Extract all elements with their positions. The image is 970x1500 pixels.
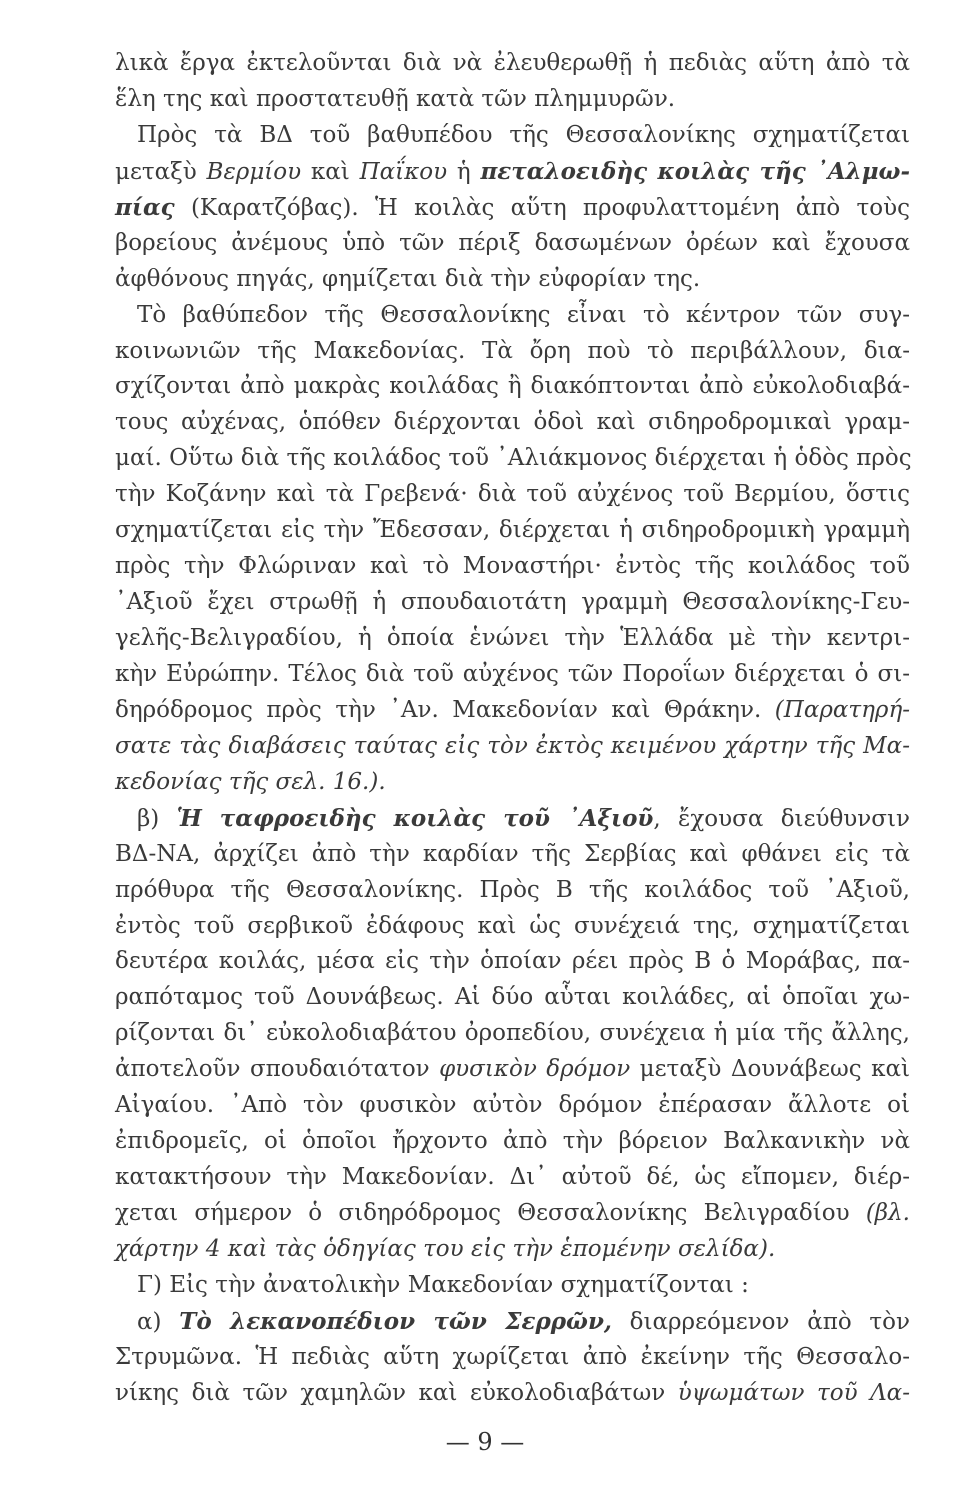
- text-run: ἐντὸς τοῦ σερβικοῦ ἐδάφους καὶ ὡς συνέχειά της, σχηματίζεται: [115, 912, 910, 939]
- text-line: [115, 909, 910, 945]
- bold-italic-text: πίας: [115, 193, 175, 221]
- page-body: [115, 46, 910, 1412]
- italic-text: (Παρατηρή-: [774, 696, 910, 723]
- text-line: [115, 298, 910, 334]
- text-line: [115, 405, 910, 441]
- text-run: διαρρεόμενον ἀπὸ τὸν: [611, 1308, 910, 1335]
- page-number: — 9 —: [445, 1428, 525, 1456]
- text-run: βορείους ἀνέμους ὑπὸ τῶν πέριξ δασωμένων ὀρέων καὶ ἔχουσα: [115, 229, 910, 256]
- text-line: [115, 1160, 910, 1196]
- text-line: [115, 693, 910, 729]
- text-run: κατακτήσουν τὴν Μακεδονίαν. Δι᾿ αὐτοῦ δέ, ὡς εἴπομεν, διέρ-: [115, 1164, 910, 1191]
- italic-text: Παΐκου: [359, 158, 448, 185]
- text-line: [115, 549, 910, 585]
- text-run: Τὸ βαθύπεδον τῆς Θεσσαλονίκης εἶναι τὸ κέντρον τῶν συγ-: [137, 301, 910, 328]
- text-line: [115, 873, 910, 909]
- text-line: [115, 1052, 910, 1088]
- text-run: α): [137, 1308, 180, 1335]
- text-line: [115, 1124, 910, 1160]
- bold-italic-text: Ἡ ταφροειδὴς κοιλὰς τοῦ ᾿Αξιοῦ: [176, 804, 654, 832]
- text-run: σχίζονται ἀπὸ μακρὰς κοιλάδας ἢ διακόπτονται ἀπὸ εὐκολοδιαβά-: [115, 373, 910, 400]
- bold-italic-text: Τὸ λεκανοπέδιον τῶν Σερρῶν,: [179, 1307, 612, 1335]
- text-run: ΒΔ-ΝΑ, ἀρχίζει ἀπὸ τὴν καρδίαν τῆς Σερβίας καὶ φθάνει εἰς τὰ: [115, 840, 910, 867]
- text-line: [115, 1196, 910, 1232]
- text-run: ρίζονται δι᾿ εὐκολοδιαβάτου ὀροπεδίου, συνέχεια ἡ μία τῆς ἄλλης,: [115, 1020, 910, 1047]
- bold-italic-text: πεταλοειδὴς κοιλὰς τῆς ᾿Αλμω-: [480, 157, 910, 185]
- text-line: [115, 334, 910, 370]
- text-line: [115, 1376, 910, 1412]
- text-run: δηρόδρομος πρὸς τὴν ᾿Αν. Μακεδονίαν καὶ Θράκην.: [115, 696, 775, 723]
- text-line: [115, 190, 910, 226]
- text-run: ἀφθόνους πηγάς, φημίζεται διὰ τὴν εὐφορίαν της.: [115, 265, 701, 292]
- text-line: [115, 46, 910, 82]
- text-run: ἐπιδρομεῖς, οἱ ὁποῖοι ἤρχοντο ἀπὸ τὴν βόρειον Βαλκανικὴν νὰ: [115, 1128, 910, 1155]
- text-run: Αἰγαίου. ᾿Απὸ τὸν φυσικὸν αὐτὸν δρόμον ἐπέρασαν ἄλλοτε οἱ: [115, 1092, 910, 1119]
- text-run: , ἔχουσα διεύθυνσιν: [653, 805, 910, 832]
- text-run: (Καρατζόβας). Ἡ κοιλὰς αὕτη προφυλαττομένη ἀπὸ τοὺς: [174, 194, 910, 221]
- italic-text: σατε τὰς διαβάσεις ταύτας εἰς τὸν ἐκτὸς κειμένου χάρτην τῆς Μα-: [115, 732, 910, 759]
- text-line: [115, 944, 910, 980]
- text-line: [115, 657, 910, 693]
- text-run: καὶ: [301, 158, 360, 185]
- text-run: λικὰ ἔργα ἐκτελοῦνται διὰ νὰ ἐλευθερωθῇ ἡ πεδιὰς αὕτη ἀπὸ τὰ: [115, 50, 910, 76]
- text-line: [115, 621, 910, 657]
- text-line: [115, 1088, 910, 1124]
- text-run: μεταξὺ: [115, 158, 207, 185]
- italic-text: φυσικὸν δρόμον: [439, 1056, 631, 1083]
- text-run: τὴν Κοζάνην καὶ τὰ Γρεβενά· διὰ τοῦ αὐχένος τοῦ Βερμίου, ὅστις: [115, 481, 910, 508]
- text-line: [115, 226, 910, 262]
- text-line: [115, 765, 910, 801]
- text-run: ᾿Αξιοῦ ἔχει στρωθῇ ἡ σπουδαιοτάτη γραμμὴ Θεσσαλονίκης-Γευ-: [115, 589, 910, 616]
- text-line: [115, 1016, 910, 1052]
- text-line: [115, 82, 910, 118]
- text-run: κοινωνιῶν τῆς Μακεδονίας. Τὰ ὄρη ποὺ τὸ περιβάλλουν, δια-: [115, 337, 910, 364]
- text-run: ραπόταμος τοῦ Δουνάβεως. Αἱ δύο αὗται κοιλάδες, αἱ ὁποῖαι χω-: [115, 984, 910, 1011]
- text-line: [115, 801, 910, 837]
- italic-text: ὑψωμάτων τοῦ Λα-: [677, 1379, 910, 1406]
- text-line: [115, 262, 910, 298]
- text-run: ἡ: [447, 158, 481, 185]
- text-run: Γ) Εἰς τὴν ἀνατολικὴν Μακεδονίαν σχηματίζονται :: [137, 1271, 749, 1298]
- text-run: τους αὐχένας, ὁπόθεν διέρχονται ὁδοὶ καὶ σιδηροδρομικαὶ γραμ-: [115, 409, 910, 436]
- text-run: ἀποτελοῦν σπουδαιότατον: [115, 1056, 440, 1083]
- text-run: γελῆς-Βελιγραδίου, ἡ ὁποία ἑνώνει τὴν Ἑλλάδα μὲ τὴν κεντρι-: [115, 625, 910, 651]
- text-line: [115, 1340, 910, 1376]
- text-run: πρόθυρα τῆς Θεσσαλονίκης. Πρὸς Β τῆς κοιλάδος τοῦ ᾿Αξιοῦ,: [115, 876, 910, 903]
- text-line: [115, 1268, 910, 1304]
- text-line: [115, 477, 910, 513]
- italic-text: χάρτην 4 καὶ τὰς ὁδηγίας του εἰς τὴν ἑπομένην σελίδα).: [115, 1235, 776, 1262]
- text-run: πρὸς τὴν Φλώριναν καὶ τὸ Μοναστήρι· ἐντὸς τῆς κοιλάδος τοῦ: [115, 553, 910, 580]
- text-line: [115, 1232, 910, 1268]
- text-line: [115, 585, 910, 621]
- text-run: ἕλη της καὶ προστατευθῇ κατὰ τῶν πλημμυρῶν.: [115, 85, 676, 112]
- text-line: [115, 837, 910, 873]
- text-run: δευτέρα κοιλάς, μέσα εἰς τὴν ὁποίαν ρέει πρὸς Β ὁ Μοράβας, πα-: [115, 948, 910, 975]
- text-line: [115, 729, 910, 765]
- text-run: Στρυμῶνα. Ἡ πεδιὰς αὕτη χωρίζεται ἀπὸ ἐκείνην τῆς Θεσσαλο-: [115, 1343, 910, 1370]
- text-line: [115, 980, 910, 1016]
- text-run: κὴν Εὐρώπην. Τέλος διὰ τοῦ αὐχένος τῶν Ποροΐων διέρχεται ὁ σι-: [115, 660, 910, 687]
- italic-text: Βερμίου: [206, 158, 302, 185]
- text-run: β): [137, 805, 177, 832]
- italic-text: (βλ.: [865, 1200, 910, 1226]
- text-line: [115, 154, 910, 190]
- text-run: μαί. Οὕτω διὰ τῆς κοιλάδος τοῦ ᾿Αλιάκμονος διέρχεται ἡ ὁδὸς πρὸς: [115, 445, 912, 472]
- text-run: μεταξὺ Δουνάβεως καὶ: [630, 1056, 910, 1083]
- text-line: [115, 441, 910, 477]
- text-run: χεται σήμερον ὁ σιδηρόδρομος Θεσσαλονίκης Βελιγραδίου: [115, 1200, 866, 1226]
- text-run: νίκης διὰ τῶν χαμηλῶν καὶ εὐκολοδιαβάτων: [115, 1379, 678, 1406]
- text-line: [115, 369, 910, 405]
- text-line: [115, 1304, 910, 1340]
- text-line: [115, 513, 910, 549]
- text-run: Πρὸς τὰ ΒΔ τοῦ βαθυπέδου τῆς Θεσσαλονίκης σχηματίζεται: [137, 121, 910, 148]
- italic-text: κεδονίας τῆς σελ. 16.).: [115, 768, 386, 795]
- text-run: σχηματίζεται εἰς τὴν Ἔδεσσαν, διέρχεται ἡ σιδηροδρομικὴ γραμμὴ: [115, 517, 910, 544]
- text-line: [115, 118, 910, 154]
